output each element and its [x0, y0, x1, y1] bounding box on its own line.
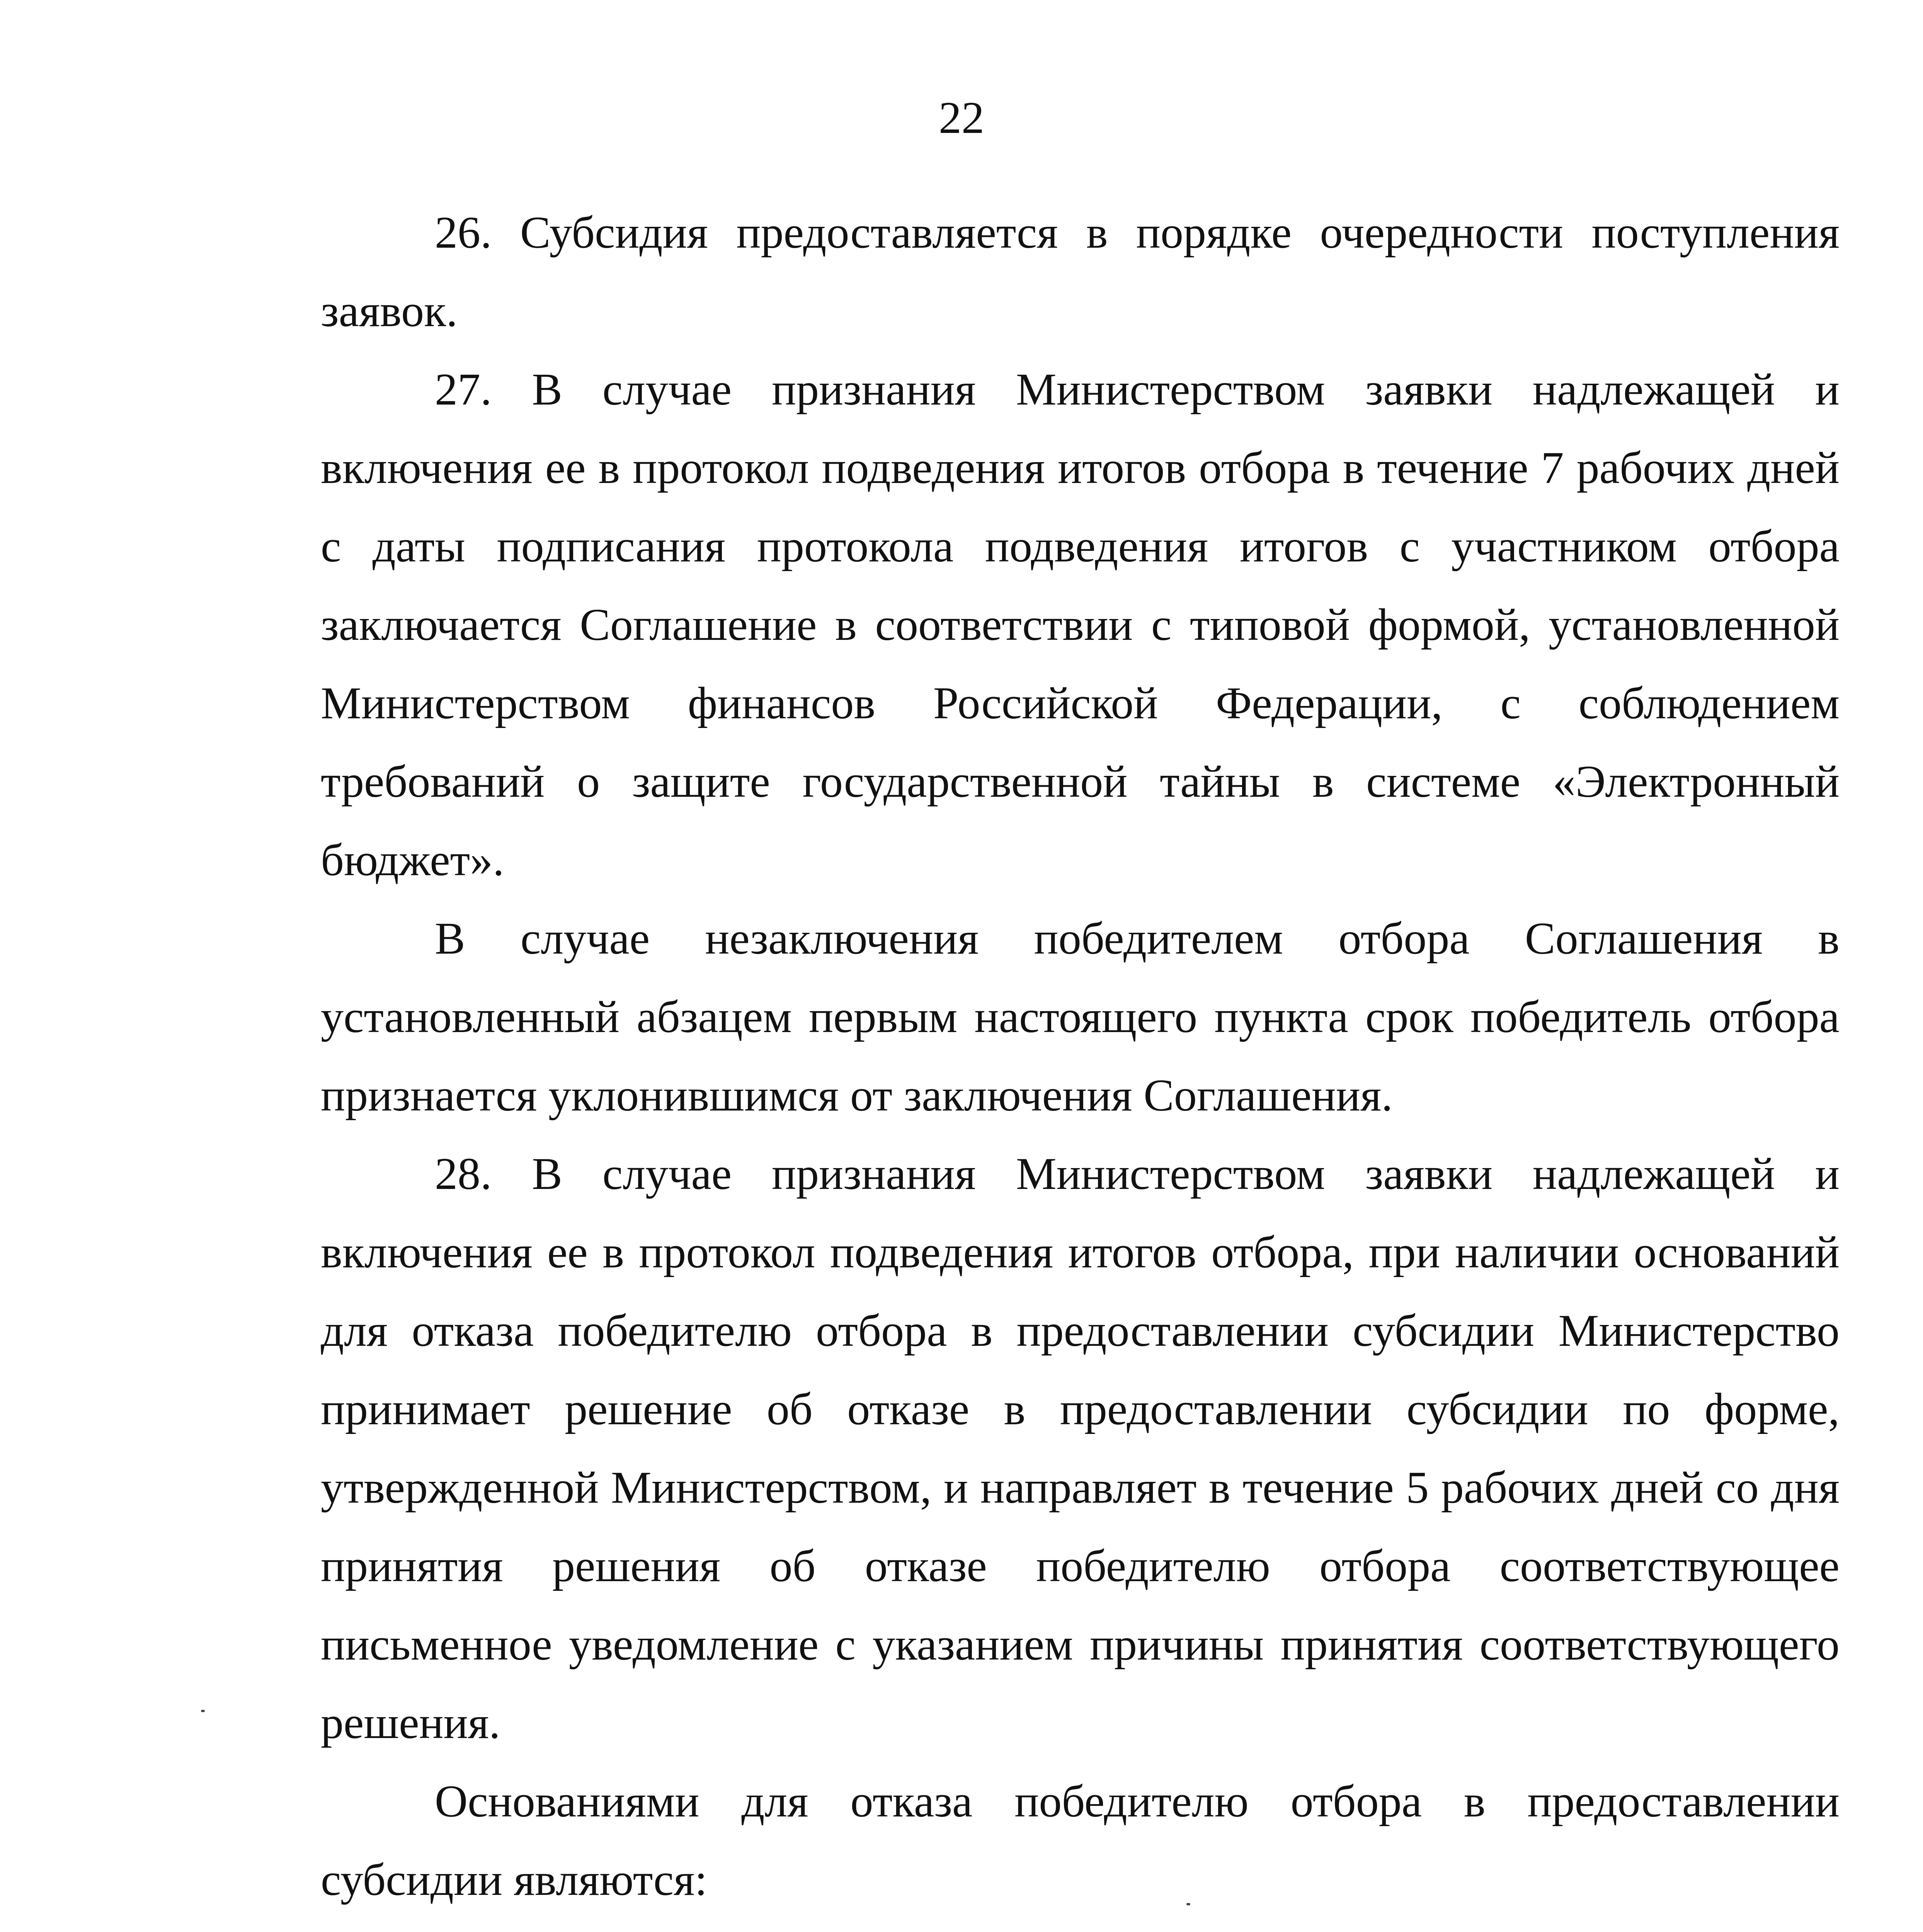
paragraph-27-second-abzac: В случае незаключения победителем отбора Соглашения в установленный абзацем первым настоящего пункта срок победитель отбора признается уклонившимся от заключения Соглашения.	[321, 913, 1840, 1121]
paragraph-26: 26. Субсидия предоставляется в порядке очередности поступления заявок.	[321, 207, 1840, 336]
paragraph-28: 28. В случае признания Министерством заявки надлежащей и включения ее в протокол подведения итогов отбора, при наличии оснований для отказа победителю отбора в предоставлении субсидии Министерство принимает решение об отказе в предоставлении субсидии по форме, утвержденной Министерством, и направляет в течение 5 рабочих дней со дня принятия решения об отказе победителю отбора соответствующее письменное уведомление с указанием причины принятия соответствующего решения.	[321, 1148, 1840, 1748]
paragraph-27: 27. В случае признания Министерством заявки надлежащей и включения ее в протокол подведения итогов отбора в течение 7 рабочих дней с даты подписания протокола подведения итогов с участником отбора заключается Соглашение в соответствии с типовой формой, установленной Министерством финансов Российской Федерации, с соблюдением требований о защите государственной тайны в системе «Электронный бюджет».	[321, 364, 1840, 885]
paragraph-refusal-grounds-intro: Основаниями для отказа победителю отбора в предоставлении субсидии являются:	[321, 1776, 1840, 1905]
scan-speck	[1186, 1903, 1190, 1905]
scan-speck	[201, 1710, 205, 1712]
page-number: 22	[939, 92, 984, 143]
list-item-documents-noncompliance	[321, 1919, 1840, 1932]
document-body	[321, 193, 1840, 1932]
